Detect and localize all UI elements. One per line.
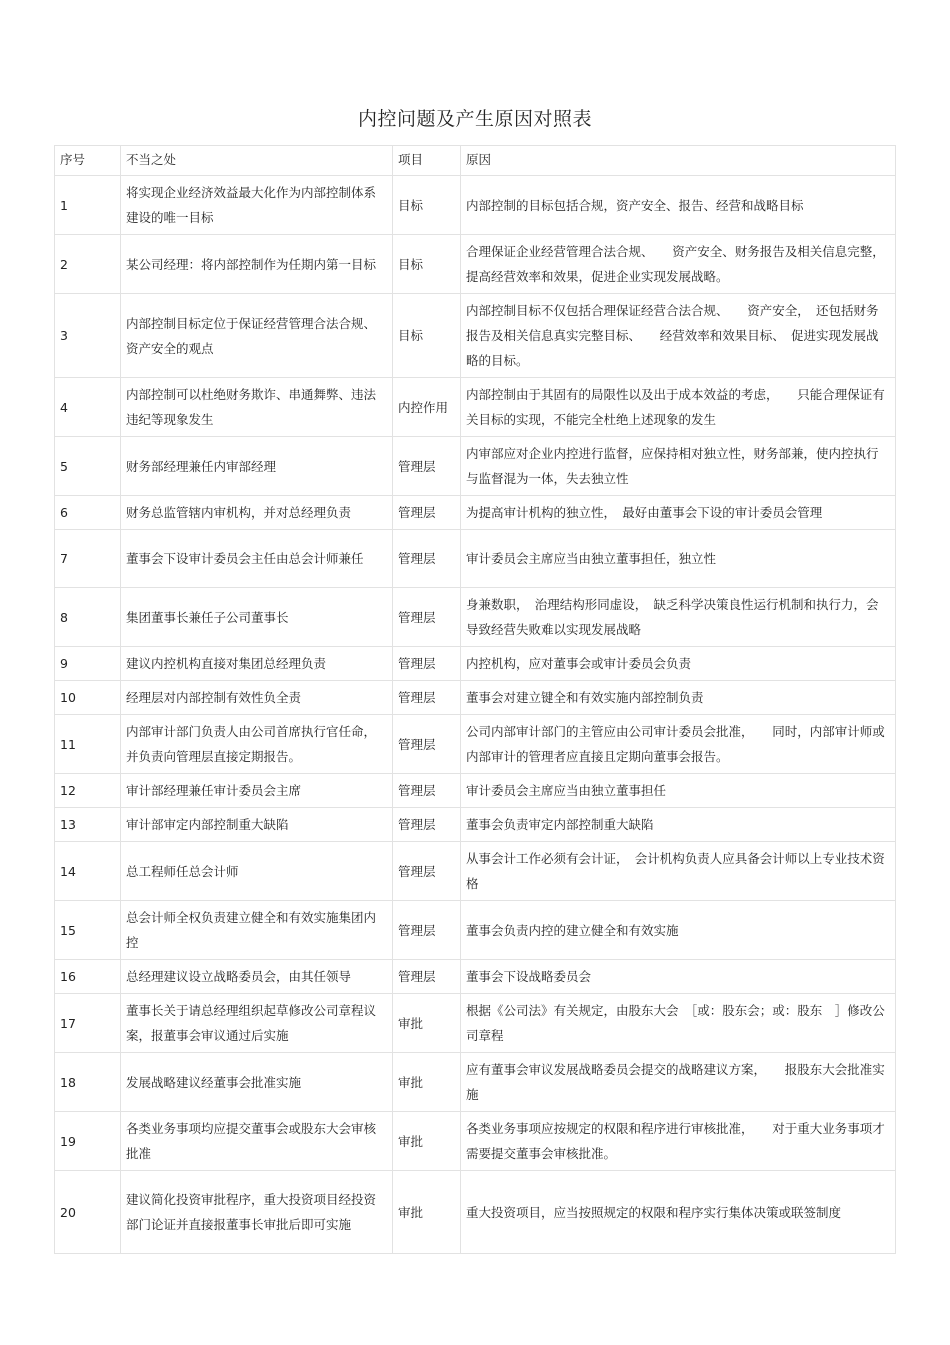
table-row	[55, 901, 896, 960]
page-title: 内控问题及产生原因对照表	[357, 108, 592, 130]
row-item: 审批	[393, 1053, 461, 1112]
row-issue: 审计部审定内部控制重大缺陷	[121, 808, 393, 842]
row-reason: 根据《公司法》有关规定，由股东大会 ［或：股东会；或：股东 ］修改公司章程	[461, 994, 896, 1053]
row-number: 10	[55, 681, 121, 715]
row-item: 内控作用	[393, 378, 461, 437]
table-header-row	[55, 146, 896, 176]
row-issue: 内部审计部门负责人由公司首席执行官任命，并负责向管理层直接定期报告。	[121, 715, 393, 774]
table-row	[55, 588, 896, 647]
header-reason: 原因	[461, 146, 896, 176]
row-issue: 内部控制可以杜绝财务欺诈、串通舞弊、违法违纪等现象发生	[121, 378, 393, 437]
table-row	[55, 235, 896, 294]
table-row	[55, 647, 896, 681]
row-reason: 重大投资项目，应当按照规定的权限和程序实行集体决策或联签制度	[461, 1171, 896, 1254]
row-number: 15	[55, 901, 121, 960]
row-issue: 总会计师全权负责建立健全和有效实施集团内控	[121, 901, 393, 960]
row-issue: 经理层对内部控制有效性负全责	[121, 681, 393, 715]
table-row	[55, 378, 896, 437]
row-issue: 内部控制目标定位于保证经营管理合法合规、资产安全的观点	[121, 294, 393, 378]
row-issue: 建议内控机构直接对集团总经理负责	[121, 647, 393, 681]
row-item: 管理层	[393, 496, 461, 530]
row-issue: 将实现企业经济效益最大化作为内部控制体系建设的唯一目标	[121, 176, 393, 235]
row-reason: 董事会下设战略委员会	[461, 960, 896, 994]
row-reason: 内控机构，应对董事会或审计委员会负责	[461, 647, 896, 681]
row-issue: 财务总监管辖内审机构，并对总经理负责	[121, 496, 393, 530]
row-reason: 公司内部审计部门的主管应由公司审计委员会批准， 同时，内部审计师或内部审计的管理者应直接且定期向董事会报告。	[461, 715, 896, 774]
row-number: 3	[55, 294, 121, 378]
row-number: 2	[55, 235, 121, 294]
row-number: 19	[55, 1112, 121, 1171]
row-number: 1	[55, 176, 121, 235]
row-issue: 董事会下设审计委员会主任由总会计师兼任	[121, 530, 393, 588]
row-item: 管理层	[393, 960, 461, 994]
comparison-table	[54, 145, 896, 1254]
row-reason: 为提高审计机构的独立性， 最好由董事会下设的审计委员会管理	[461, 496, 896, 530]
row-number: 9	[55, 647, 121, 681]
row-item: 审批	[393, 1112, 461, 1171]
table-row	[55, 1112, 896, 1171]
row-issue: 审计部经理兼任审计委员会主席	[121, 774, 393, 808]
row-issue: 财务部经理兼任内审部经理	[121, 437, 393, 496]
row-issue: 建议简化投资审批程序，重大投资项目经投资部门论证并直接报董事长审批后即可实施	[121, 1171, 393, 1254]
table-row	[55, 437, 896, 496]
row-reason: 审计委员会主席应当由独立董事担任，独立性	[461, 530, 896, 588]
row-item: 目标	[393, 176, 461, 235]
row-reason: 合理保证企业经营管理合法合规、 资产安全、财务报告及相关信息完整，提高经营效率和效果，促进企业实现发展战略。	[461, 235, 896, 294]
table-row	[55, 294, 896, 378]
row-number: 17	[55, 994, 121, 1053]
table-row	[55, 715, 896, 774]
table-row	[55, 774, 896, 808]
row-reason: 内部控制目标不仅包括合理保证经营合法合规、 资产安全， 还包括财务报告及相关信息真实完整目标、 经营效率和效果目标、 促进实现发展战略的目标。	[461, 294, 896, 378]
row-reason: 身兼数职， 治理结构形同虚设， 缺乏科学决策良性运行机制和执行力，会导致经营失败难以实现发展战略	[461, 588, 896, 647]
table-row	[55, 960, 896, 994]
row-number: 6	[55, 496, 121, 530]
row-reason: 各类业务事项应按规定的权限和程序进行审核批准， 对于重大业务事项才需要提交董事会审核批准。	[461, 1112, 896, 1171]
header-item: 项目	[393, 146, 461, 176]
row-number: 5	[55, 437, 121, 496]
row-issue: 董事长关于请总经理组织起草修改公司章程议案，报董事会审议通过后实施	[121, 994, 393, 1053]
row-issue: 总经理建议设立战略委员会，由其任领导	[121, 960, 393, 994]
table-row	[55, 994, 896, 1053]
row-reason: 审计委员会主席应当由独立董事担任	[461, 774, 896, 808]
table-row	[55, 681, 896, 715]
row-reason: 董事会负责审定内部控制重大缺陷	[461, 808, 896, 842]
row-number: 16	[55, 960, 121, 994]
table-row	[55, 808, 896, 842]
row-item: 审批	[393, 994, 461, 1053]
row-item: 管理层	[393, 588, 461, 647]
row-issue: 发展战略建议经董事会批准实施	[121, 1053, 393, 1112]
row-item: 管理层	[393, 530, 461, 588]
row-number: 12	[55, 774, 121, 808]
row-number: 18	[55, 1053, 121, 1112]
row-number: 7	[55, 530, 121, 588]
row-number: 8	[55, 588, 121, 647]
row-item: 管理层	[393, 715, 461, 774]
row-number: 11	[55, 715, 121, 774]
row-item: 管理层	[393, 681, 461, 715]
row-item: 管理层	[393, 901, 461, 960]
row-number: 13	[55, 808, 121, 842]
row-item: 目标	[393, 235, 461, 294]
row-item: 管理层	[393, 774, 461, 808]
row-number: 4	[55, 378, 121, 437]
row-reason: 内部控制由于其固有的局限性以及出于成本效益的考虑， 只能合理保证有关目标的实现，不能完全杜绝上述现象的发生	[461, 378, 896, 437]
row-reason: 应有董事会审议发展战略委员会提交的战略建议方案， 报股东大会批准实施	[461, 1053, 896, 1112]
row-reason: 内部控制的目标包括合规，资产安全、报告、经营和战略目标	[461, 176, 896, 235]
row-item: 目标	[393, 294, 461, 378]
row-item: 管理层	[393, 647, 461, 681]
row-number: 14	[55, 842, 121, 901]
row-reason: 从事会计工作必须有会计证， 会计机构负责人应具备会计师以上专业技术资格	[461, 842, 896, 901]
row-item: 管理层	[393, 808, 461, 842]
table-row	[55, 496, 896, 530]
row-number: 20	[55, 1171, 121, 1254]
row-issue: 总工程师任总会计师	[121, 842, 393, 901]
row-item: 管理层	[393, 842, 461, 901]
table-row	[55, 530, 896, 588]
row-reason: 内审部应对企业内控进行监督，应保持相对独立性，财务部兼，使内控执行与监督混为一体，失去独立性	[461, 437, 896, 496]
header-no: 序号	[55, 146, 121, 176]
table-row	[55, 176, 896, 235]
table-row	[55, 1171, 896, 1254]
row-issue: 集团董事长兼任子公司董事长	[121, 588, 393, 647]
row-item: 管理层	[393, 437, 461, 496]
row-reason: 董事会负责内控的建立健全和有效实施	[461, 901, 896, 960]
row-reason: 董事会对建立键全和有效实施内部控制负责	[461, 681, 896, 715]
table-row	[55, 1053, 896, 1112]
table-row	[55, 842, 896, 901]
header-issue: 不当之处	[121, 146, 393, 176]
row-issue: 各类业务事项均应提交董事会或股东大会审核批准	[121, 1112, 393, 1171]
row-issue: 某公司经理：将内部控制作为任期内第一目标	[121, 235, 393, 294]
row-item: 审批	[393, 1171, 461, 1254]
